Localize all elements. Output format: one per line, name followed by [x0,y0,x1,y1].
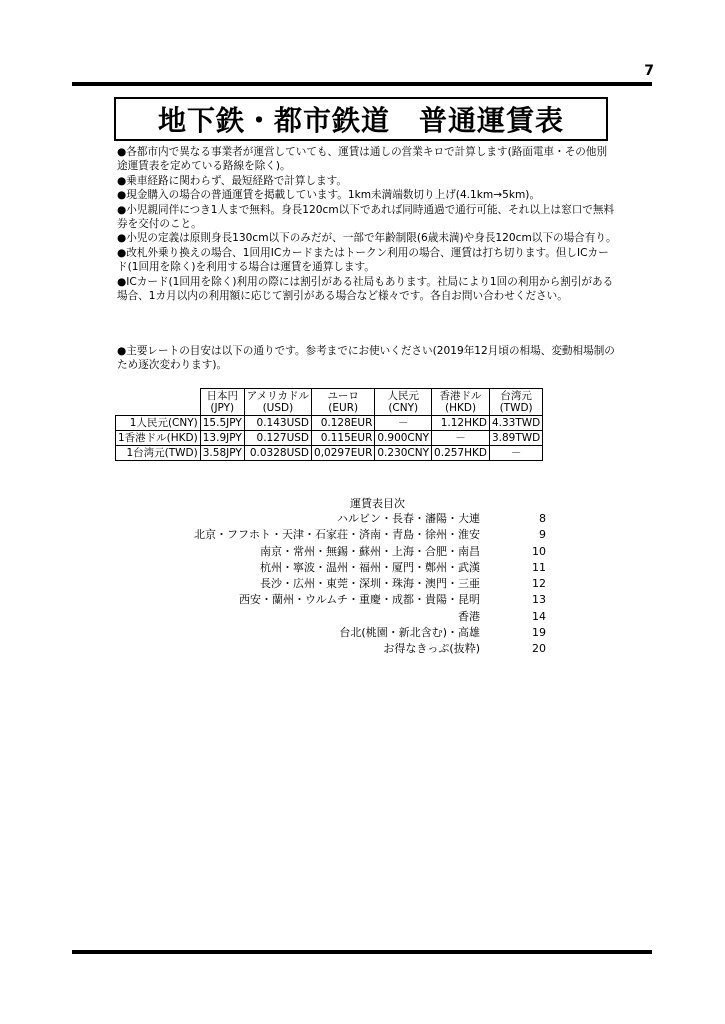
note-item: ●小児親同伴につき1人まで無料。身長120cm以下であれば同時通過で通行可能、それ以上は窓口で無料券を交付のこと。 [117,203,615,231]
column-header-jpy: 日本円 (JPY) [200,389,244,416]
toc-label: 北京・フフホト・天津・石家荘・済南・青島・徐州・淮安 [194,528,480,542]
toc-item [150,527,550,543]
toc-item [150,511,550,527]
table-of-contents [150,511,550,658]
table-cell: 15.5JPY [200,416,244,431]
toc-page: 20 [532,642,546,656]
page-number: 7 [644,63,654,79]
toc-item [150,592,550,608]
table-cell: 0.900CNY [375,431,432,446]
table-row [116,431,543,446]
toc-label: 長沙・広州・東莞・深圳・珠海・澳門・三亜 [260,577,480,591]
toc-page: 11 [532,560,546,574]
table-cell: 0.230CNY [375,446,432,461]
row-label: 1台湾元(TWD) [116,446,201,461]
toc-label: 台北(桃園・新北含む)・高雄 [339,626,480,640]
toc-label: ハルビン・長春・瀋陽・大連 [337,512,480,525]
table-cell: － [432,431,490,446]
title-box [114,97,608,141]
column-header-eur: ユーロ (EUR) [312,389,375,416]
table-cell: 0.0328USD [244,446,311,461]
row-label: 1人民元(CNY) [116,416,201,431]
table-cell: 0.115EUR [312,431,375,446]
table-row [116,446,543,461]
toc-page: 8 [539,512,546,525]
rate-note: ●主要レートの目安は以下の通りです。参考までにお使いください(2019年12月頃の相場、変動相場制のため逐次変わります)。 [117,345,615,372]
table-cell: 13.9JPY [200,431,244,446]
note-item: ●改札外乗り換えの場合、1回用ICカードまたはトークン利用の場合、運賃は打ち切ります。但しICカード(1回用を除く)を利用する場合は運賃を通算します。 [117,246,609,274]
note-item: ●乗車経路に関わらず、最短経路で計算します。 [117,174,348,187]
note-item: ●小児の定義は原則身長130cm以下のみだが、一部で年齢制限(6歳未満)や身長120cm以下の場合有り。 [117,232,617,245]
toc-label: 西安・蘭州・ウルムチ・重慶・成都・貴陽・昆明 [238,593,480,607]
column-header-hkd: 香港ドル (HKD) [432,389,490,416]
table-cell: 3.89TWD [489,431,542,446]
table-cell: 4.33TWD [489,416,542,431]
row-label: 1香港ドル(HKD) [116,431,201,446]
toc-label: 南京・常州・無錫・蘇州・上海・合肥・南昌 [260,544,480,558]
toc-label: 香港 [458,609,480,623]
bottom-divider [72,950,652,954]
note-item: ●ICカード(1回用を除く)利用の際には割引がある社局もあります。社局により1回の利用から割引がある場合、1カ月以内の利用額に応じて割引がある場合など様々です。各自お問い合わせください。 [117,275,614,303]
toc-label: 杭州・寧波・温州・福州・厦門・鄭州・武漢 [260,560,480,574]
top-divider [72,82,652,86]
toc-item [150,625,550,641]
table-cell: － [489,446,542,461]
toc-page: 10 [532,544,546,558]
table-cell: 0,0297EUR [312,446,375,461]
toc-title: 運賃表目次 [350,497,405,510]
column-header-cny: 人民元 (CNY) [375,389,432,416]
table-cell: 1.12HKD [432,416,490,431]
toc-item [150,609,550,625]
table-header-row [116,389,543,416]
note-item: ●現金購入の場合の普通運賃を掲載しています。1km未満端数切り上げ(4.1km→5km)。 [117,189,541,202]
toc-page: 9 [539,528,546,542]
toc-page: 13 [532,593,546,607]
table-cell: 3.58JPY [200,446,244,461]
table-corner [116,389,201,416]
note-item: ●各都市内で異なる事業者が運営していても、運賃は通しの営業キロで計算します(路面電車・その他別途運賃表を定めている路線を除く)。 [117,146,608,173]
toc-item [150,576,550,592]
notes-list [117,145,617,303]
toc-item [150,544,550,560]
table-cell: 0.128EUR [312,416,375,431]
table-row [116,416,543,431]
table-cell: 0.143USD [244,416,311,431]
page-title: 地下鉄・都市鉄道 普通運賃表 [157,104,564,137]
toc-page: 12 [532,577,546,591]
table-cell: 0.127USD [244,431,311,446]
toc-page: 19 [532,626,546,640]
toc-label: お得なきっぷ(抜粋) [383,642,480,656]
column-header-usd: アメリカドル (USD) [244,389,311,416]
toc-page: 14 [532,609,546,623]
exchange-rate-table [115,388,543,461]
toc-item [150,641,550,657]
table-cell: 0.257HKD [432,446,490,461]
column-header-twd: 台湾元 (TWD) [489,389,542,416]
table-cell: － [375,416,432,431]
toc-item [150,560,550,576]
